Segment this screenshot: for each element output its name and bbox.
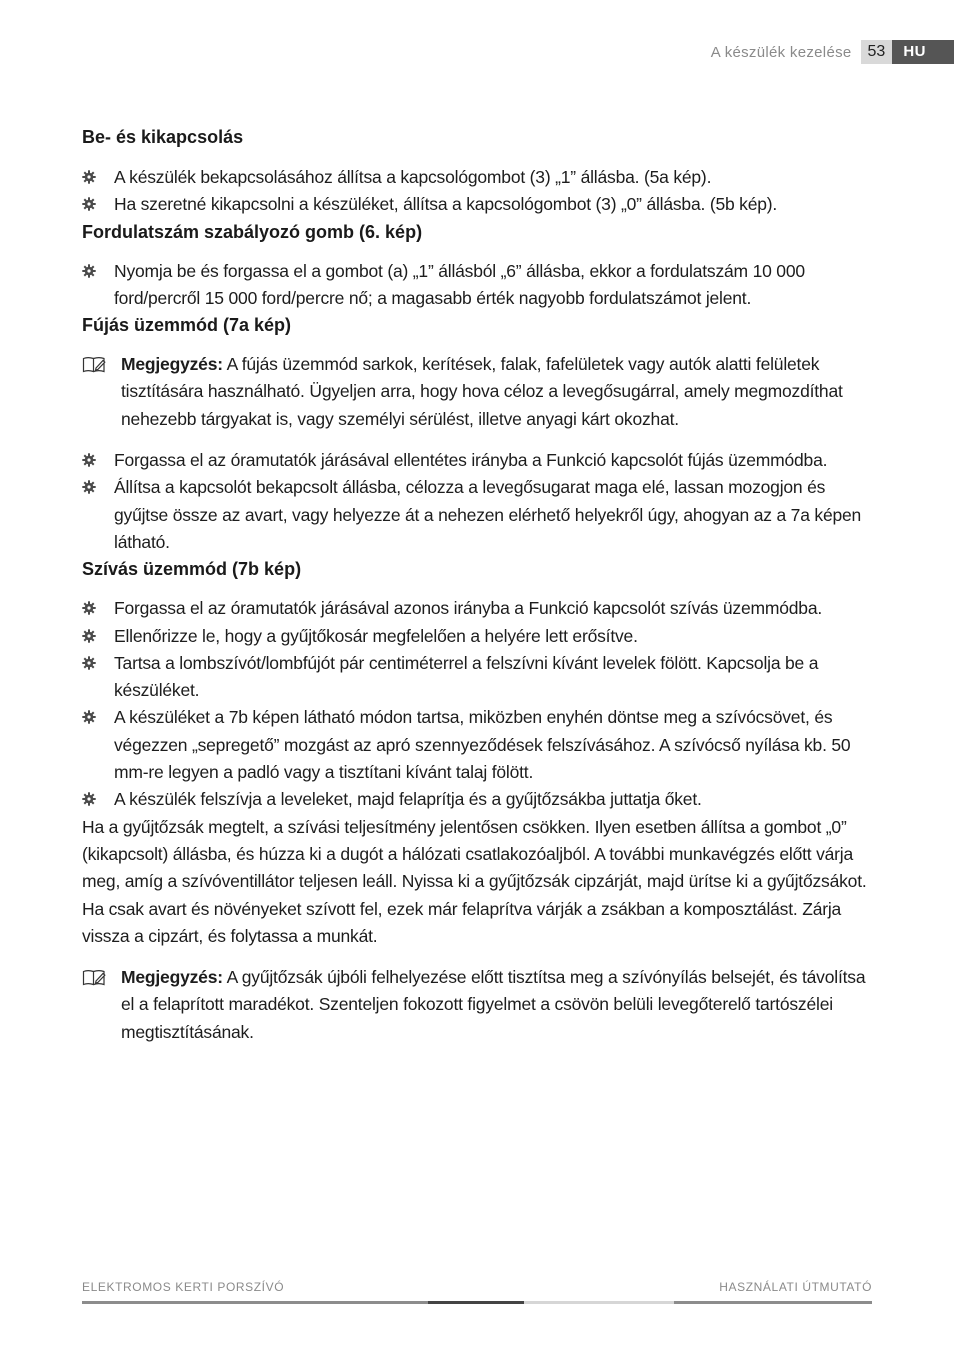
note-blow [82, 351, 874, 433]
heading-blow-mode: Fújás üzemmód (7a kép) [82, 315, 292, 336]
note-text: A fújás üzemmód sarkok, kerítések, falak, fafelületek vagy autók alatti felületek tisztítására használható. Ügyeljen arra, hogy hova céloz a levegősugárral, amely megmozdíthat nehezebb tárgyakat is, vagy személyi sérülést, illetve anyagi kárt okozhat. [121, 354, 843, 429]
page-number: 53 [861, 40, 893, 64]
list-item: A készüléket a 7b képen látható módon tartsa, miközben enyhén döntse meg a szívócsövet, és végezzen „sepregető” mozgást az apró szennyeződések felszívásához. A szívócső nyílása kb. 50 mm-re legyen a padló vagy a tisztítani kívánt talaj fölött. [82, 704, 874, 786]
note-label: Megjegyzés: [121, 967, 223, 988]
page-content [82, 124, 874, 1060]
list-item: Nyomja be és forgassa el a gombot (a) „1” állásból „6” állásba, ekkor a fordulatszám 10 000 ford/percről 15 000 ford/percre nő; a magasabb érték nagyobb fordulatszámot jelent. [82, 258, 874, 313]
footer-bar-segment [674, 1301, 872, 1304]
language-badge: HU [892, 40, 954, 64]
footer-bar-segment [524, 1301, 674, 1304]
note-text: A gyűjtőzsák újbóli felhelyezése előtt tisztítsa meg a szívónyílás belsejét, és távolítsa el a felaprított maradékot. Szenteljen fokozott figyelmet a csövön belüli levegőterelő tartószélei megtisztításának. [121, 967, 866, 1042]
note-label: Megjegyzés: [121, 354, 223, 375]
gear-bullet-icon [82, 264, 96, 278]
gear-bullet-icon [82, 601, 96, 615]
list-item: Forgassa el az óramutatók járásával ellentétes irányba a Funkció kapcsolót fújás üzemmódba. [82, 447, 874, 474]
gear-bullet-icon [82, 710, 96, 724]
gear-bullet-icon [82, 453, 96, 467]
footer-left: ELEKTROMOS KERTI PORSZÍVÓ [82, 1280, 285, 1294]
note-book-icon [82, 968, 106, 986]
gear-bullet-icon [82, 629, 96, 643]
list-item: A készülék felszívja a leveleket, majd felaprítja és a gyűjtőzsákba juttatja őket. [82, 786, 874, 813]
heading-on-off: Be- és kikapcsolás [82, 127, 244, 147]
list-on-off [82, 164, 874, 219]
footer-right: HASZNÁLATI ÚTMUTATÓ [719, 1280, 872, 1294]
gear-bullet-icon [82, 170, 96, 184]
gear-bullet-icon [82, 792, 96, 806]
gear-bullet-icon [82, 656, 96, 670]
note-suction [82, 964, 874, 1046]
page-header [711, 40, 954, 64]
heading-suction-mode: Szívás üzemmód (7b kép) [82, 559, 302, 580]
list-item: Forgassa el az óramutatók járásával azonos irányba a Funkció kapcsolót szívás üzemmódba. [82, 595, 874, 622]
list-speed [82, 258, 874, 313]
gear-bullet-icon [82, 480, 96, 494]
paragraph-full-bag: Ha a gyűjtőzsák megtelt, a szívási teljesítmény jelentősen csökken. Ilyen esetben állítsa a gombot „0” (kikapcsolt) állásba, és húzza ki a dugót a hálózati csatlakozóaljból. A további munkavégzés előtt várja meg, amíg a szívóventillátor teljesen leáll. Nyissa ki a gyűjtőzsák cipzárját, majd ürítse ki a gyűjtőzsákot. Ha csak avart és növényeket szívott fel, ezek már felaprítva várják a zsákban a komposztálást. Zárja vissza a cipzárt, és folytassa a munkát. [82, 816, 867, 946]
gear-bullet-icon [82, 197, 96, 211]
footer-bar-segment [428, 1301, 524, 1304]
list-suction [82, 595, 874, 813]
section-title: A készülék kezelése [710, 43, 852, 61]
list-item: Ha szeretné kikapcsolni a készüléket, állítsa a kapcsológombot (3) „0” állásba. (5b kép). [82, 191, 874, 218]
footer-bar-segment [82, 1301, 428, 1304]
list-item: Állítsa a kapcsolót bekapcsolt állásba, célozza a levegősugarat maga elé, lassan mozogjon és gyűjtse össze az avart, vagy helyezze át a nehezen elérhető helyekről úgy, ahogyan az a 7a képen látható. [82, 474, 874, 556]
heading-speed: Fordulatszám szabályozó gomb (6. kép) [82, 221, 423, 242]
list-item: Ellenőrizze le, hogy a gyűjtőkosár megfelelően a helyére lett erősítve. [82, 623, 874, 650]
list-item: A készülék bekapcsolásához állítsa a kapcsológombot (3) „1” állásba. (5a kép). [82, 164, 874, 191]
list-blow [82, 447, 874, 556]
list-item: Tartsa a lombszívót/lombfújót pár centiméterrel a felszívni kívánt levelek fölött. Kapcsolja be a készüléket. [82, 650, 874, 705]
note-book-icon [82, 355, 106, 373]
